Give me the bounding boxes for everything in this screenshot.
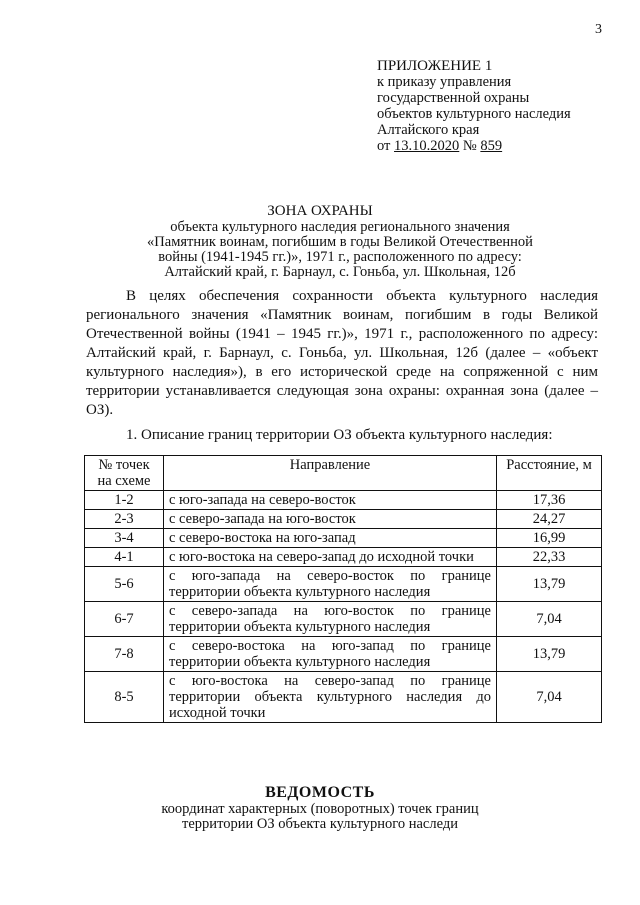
cell-direction: с юго-востока на северо-запад до исходной точки <box>164 548 497 567</box>
registry-subtitle-line: координат характерных (поворотных) точек границ <box>161 801 479 817</box>
cell-direction: с северо-запада на юго-восток <box>164 510 497 529</box>
appendix-heading: ПРИЛОЖЕНИЕ 1 <box>377 58 493 74</box>
cell-points: 7-8 <box>85 637 164 672</box>
header-direction: Направление <box>164 456 497 491</box>
appendix-block <box>377 58 627 154</box>
zone-subtitle-line: Алтайский край, г. Барнаул, с. Гоньба, ул. Школьная, 12б <box>164 264 516 280</box>
table-row <box>85 672 602 723</box>
zone-subtitle <box>115 220 565 280</box>
registry-subtitle-line: территории ОЗ объекта культурного наследи <box>182 816 458 832</box>
cell-points: 8-5 <box>85 672 164 723</box>
page-number: 3 <box>595 22 602 37</box>
zone-subtitle-line: «Памятник воинам, погибшим в годы Великой Отечественной <box>147 234 533 250</box>
order-date: 13.10.2020 <box>394 138 460 154</box>
header-distance: Расстояние, м <box>497 456 602 491</box>
boundary-table <box>84 455 602 723</box>
zone-title: ЗОНА ОХРАНЫ <box>267 203 373 219</box>
cell-direction: с юго-востока на северо-запад по границе территории объекта культурного наследия до исходной точки <box>164 672 497 723</box>
cell-distance: 16,99 <box>497 529 602 548</box>
table-row <box>85 637 602 672</box>
body-paragraph-text: В целях обеспечения сохранности объекта культурного наследия регионального значения «Памятник воинам, погибшим в годы Великой Отечественной войны (1941 – 1945 гг.)», 1971 г., расположенного по адресу: Алтайский край, г. Барнаул, с. Гоньба, ул. Школьная, 12б (далее – «объект культурного наследия»), в его исторической среде на сопряженной с ним территории устанавливается следующая зона охраны: охранная зона (далее – ОЗ). <box>86 288 598 418</box>
number-prefix: № <box>462 138 477 154</box>
registry-subtitle <box>0 802 640 832</box>
order-number: 859 <box>480 138 503 154</box>
cell-direction: с северо-востока на юго-запад по границе территории объекта культурного наследия <box>164 637 497 672</box>
cell-points: 5-6 <box>85 567 164 602</box>
cell-points: 6-7 <box>85 602 164 637</box>
cell-points: 1-2 <box>85 491 164 510</box>
registry-title: ВЕДОМОСТЬ <box>265 784 375 801</box>
zone-subtitle-line: объекта культурного наследия регионального значения <box>170 219 510 235</box>
cell-distance: 13,79 <box>497 567 602 602</box>
cell-direction: с юго-запада на северо-восток по границе территории объекта культурного наследия <box>164 567 497 602</box>
cell-points: 4-1 <box>85 548 164 567</box>
cell-points: 3-4 <box>85 529 164 548</box>
cell-distance: 13,79 <box>497 637 602 672</box>
body-paragraph <box>86 287 598 420</box>
cell-distance: 24,27 <box>497 510 602 529</box>
table-row <box>85 602 602 637</box>
zone-subtitle-line: войны (1941-1945 гг.)», 1971 г., расположенного по адресу: <box>158 249 522 265</box>
date-prefix: от <box>377 138 391 154</box>
appendix-line: Алтайского края <box>377 122 480 138</box>
cell-direction: с северо-востока на юго-запад <box>164 529 497 548</box>
cell-direction: с юго-запада на северо-восток <box>164 491 497 510</box>
cell-distance: 22,33 <box>497 548 602 567</box>
appendix-line: государственной охраны <box>377 90 530 106</box>
table-row <box>85 548 602 567</box>
table-header-row <box>85 456 602 491</box>
cell-distance: 7,04 <box>497 672 602 723</box>
cell-distance: 17,36 <box>497 491 602 510</box>
section-heading: 1. Описание границ территории ОЗ объекта культурного наследия: <box>126 427 553 443</box>
cell-direction: с северо-запада на юго-восток по границе территории объекта культурного наследия <box>164 602 497 637</box>
appendix-line: объектов культурного наследия <box>377 106 571 122</box>
order-date-line <box>377 138 627 154</box>
table-row <box>85 510 602 529</box>
table-row <box>85 567 602 602</box>
appendix-line: к приказу управления <box>377 74 512 90</box>
table-row <box>85 491 602 510</box>
header-points: № точек на схеме <box>85 456 164 491</box>
table-row <box>85 529 602 548</box>
cell-points: 2-3 <box>85 510 164 529</box>
cell-distance: 7,04 <box>497 602 602 637</box>
